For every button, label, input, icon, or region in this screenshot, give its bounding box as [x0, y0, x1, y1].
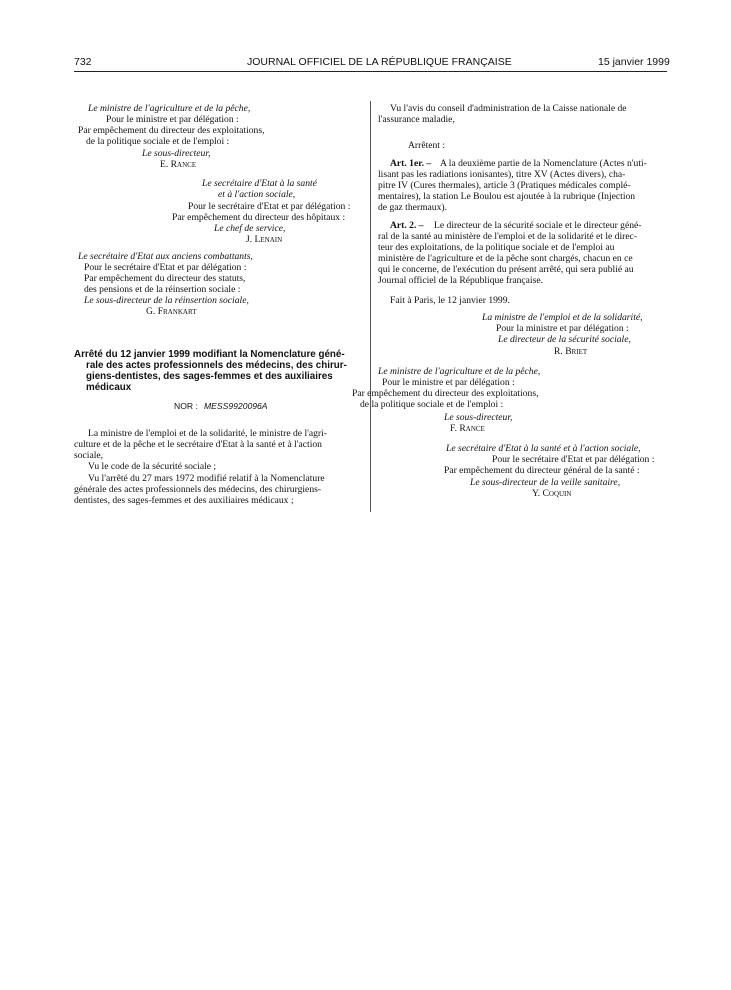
signature-role: Le sous-directeur de la veille sanitaire, [470, 477, 621, 488]
nor-code: MESS9920096A [204, 401, 268, 411]
body-line: La ministre de l'emploi et de la solidarité, le ministre de l'agri- [88, 428, 327, 439]
signature-delegation: Pour le secrétaire d'Etat et par délégation : [188, 201, 351, 212]
body-line: Vu l'arrêté du 27 mars 1972 modifié relatif à la Nomenclature [88, 473, 325, 484]
body-line: l'assurance maladie, [378, 114, 455, 125]
article-2-line: teur des exploitations, de la politique sociale et de l'emploi au [378, 242, 615, 253]
arretent: Arrêtent : [408, 140, 446, 151]
journal-title: JOURNAL OFFICIEL DE LA RÉPUBLIQUE FRANÇAISE [247, 56, 512, 68]
signature-delegation: Pour le ministre et par délégation : [106, 114, 239, 125]
article-2-line: ministère de l'agriculture et de la pêche sont chargés, chacun en ce [378, 253, 633, 264]
arrete-title-line: Arrêté du 12 janvier 1999 modifiant la Nomenclature géné- [74, 349, 345, 360]
signature-delegation: Pour le secrétaire d'Etat et par délégation : [492, 454, 655, 465]
signature-role: Le sous-directeur, [142, 148, 211, 159]
fait-a-paris: Fait à Paris, le 12 janvier 1999. [390, 295, 510, 306]
arrete-title-line: giens-dentistes, des sages-femmes et des auxiliaires [86, 371, 333, 382]
signature-line: Par empêchement du directeur des exploitations, [352, 388, 539, 399]
arrete-title-line: rale des actes professionnels des médecins, des chirur- [86, 360, 347, 371]
signature-line: Par empêchement du directeur des statuts, [84, 273, 246, 284]
signature-name: E. Rance [160, 159, 197, 170]
signature-role: Le chef de service, [214, 223, 286, 234]
article-1-line: lisant pas les radiations ionisantes), titre XV (Actes divers), cha- [378, 169, 626, 180]
signature-title: Le ministre de l'agriculture et de la pêche, [378, 366, 541, 377]
signature-line: des pensions et de la réinsertion sociale : [84, 284, 241, 295]
article-1-line: de gaz thermaux). [378, 202, 447, 213]
body-line: Vu le code de la sécurité sociale ; [88, 461, 217, 472]
article-2-line: Le directeur de la sécurité sociale et le directeur géné- [434, 220, 642, 231]
signature-name: J. Lenain [246, 234, 283, 245]
signature-name: G. Frankart [146, 306, 197, 317]
signature-line: Par empêchement du directeur des hôpitaux : [172, 212, 346, 223]
article-2-line: ral de la santé au ministère de l'emploi et de la solidarité et le direc- [378, 231, 638, 242]
body-line: dentistes, des sages-femmes et des auxiliaires médicaux ; [74, 495, 294, 506]
signature-name: R. Briet [554, 346, 588, 357]
arrete-title [74, 349, 364, 393]
article-2-line: Journal officiel de la République française. [378, 275, 543, 286]
article-1-label: Art. 1er. – [390, 158, 432, 169]
signature-delegation: Pour le ministre et par délégation : [382, 377, 515, 388]
signature-title: La ministre de l'emploi et de la solidarité, [482, 312, 643, 323]
body-line: générale des actes professionnels des médecins, des chirurgiens- [74, 484, 322, 495]
header-date: 15 janvier 1999 [598, 56, 670, 68]
article-2-label: Art. 2. – [390, 220, 424, 231]
signature-name: Y. Coquin [532, 488, 572, 499]
signature-title: Le secrétaire d'Etat aux anciens combattants, [78, 251, 253, 262]
signature-title: et à l'action sociale, [218, 189, 296, 200]
column-divider [370, 101, 371, 512]
signature-name: F. Rance [450, 423, 485, 434]
body-line: sociale, [74, 450, 104, 461]
signature-delegation: Pour la ministre et par délégation : [496, 323, 629, 334]
signature-title: Le secrétaire d'Etat à la santé et à l'action sociale, [446, 443, 641, 454]
body-line: Vu l'avis du conseil d'administration de la Caisse nationale de [390, 103, 627, 114]
signature-delegation: Pour le secrétaire d'Etat et par délégation : [84, 262, 247, 273]
signature-title: Le secrétaire d'Etat à la santé [202, 178, 317, 189]
article-1-line: pitre IV (Cures thermales), article 3 (Pratiques médicales complé- [378, 180, 631, 191]
article-1-line: A la deuxième partie de la Nomenclature (Actes n'uti- [440, 158, 647, 169]
page-number: 732 [74, 56, 92, 68]
signature-title: Le ministre de l'agriculture et de la pêche, [88, 103, 251, 114]
signature-role: Le sous-directeur, [444, 412, 513, 423]
signature-role: Le sous-directeur de la réinsertion sociale, [84, 295, 249, 306]
signature-line: de la politique sociale et de l'emploi : [86, 136, 230, 147]
signature-role: Le directeur de la sécurité sociale, [498, 334, 631, 345]
article-2-line: qui le concerne, de l'exécution du présent arrêté, qui sera publié au [378, 264, 634, 275]
signature-line: Par empêchement du directeur général de la santé : [444, 465, 640, 476]
article-1-line: mentaires), la station Le Boulou est ajoutée à la rubrique (Injection [378, 191, 636, 202]
signature-line: Par empêchement du directeur des exploitations, [78, 125, 265, 136]
header-rule [74, 71, 667, 72]
arrete-title-line: médicaux [86, 382, 132, 393]
body-line: culture et de la pêche et le secrétaire d'Etat à la santé et à l'action [74, 439, 322, 450]
nor-label: NOR : [174, 401, 198, 411]
signature-line: de la politique sociale et de l'emploi : [360, 399, 504, 410]
